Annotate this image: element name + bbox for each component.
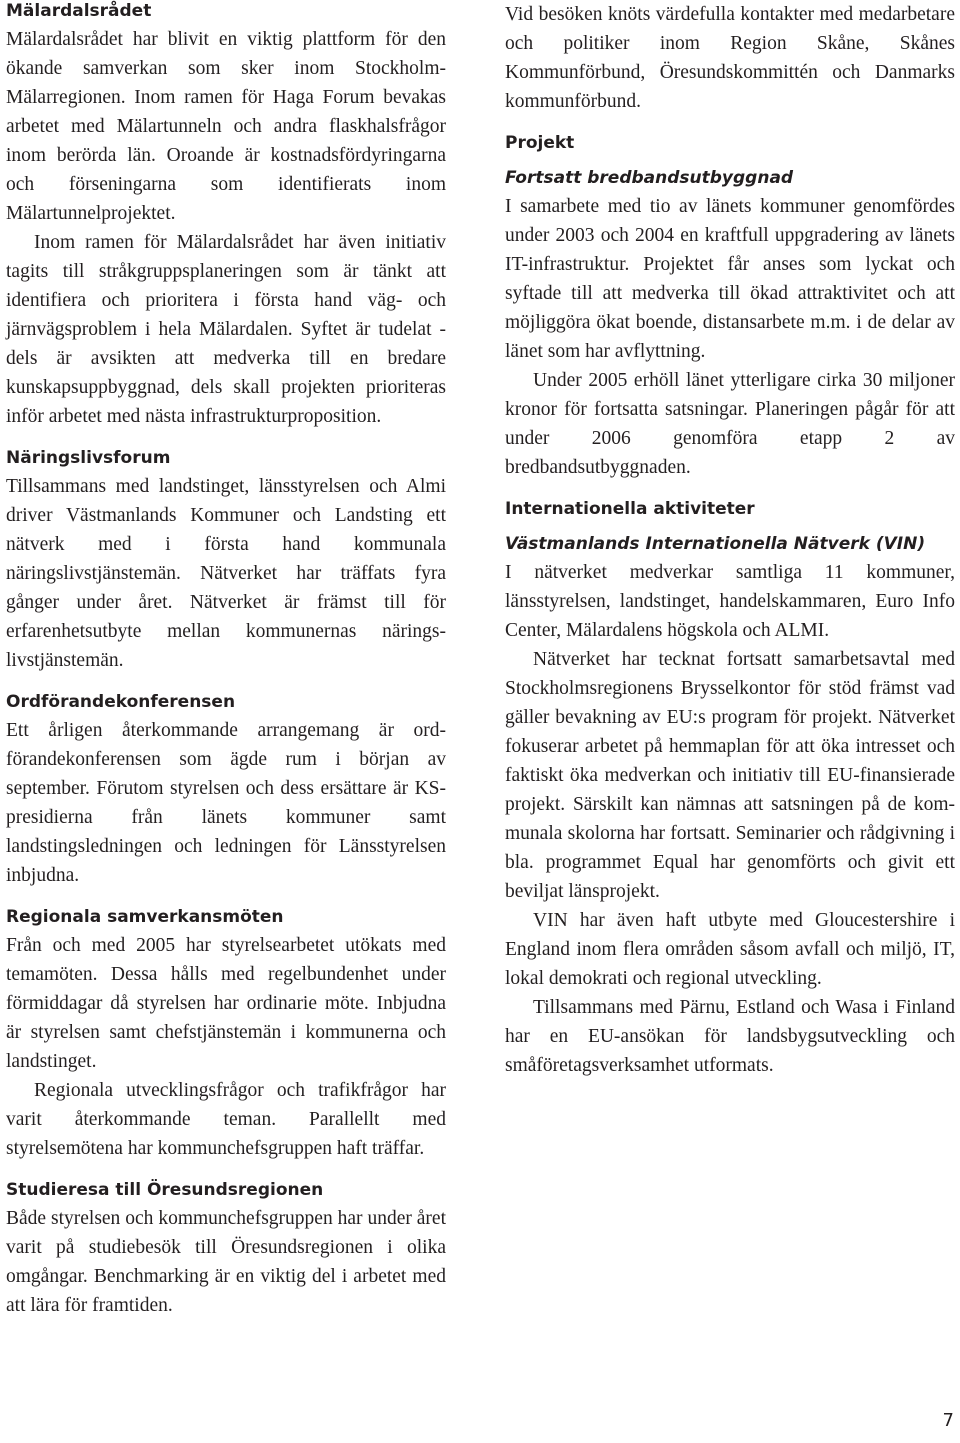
section-malardalsradet xyxy=(6,0,446,431)
section-heading: Näringslivsforum xyxy=(6,448,171,468)
intro-paragraph: Vid besöken knöts värdefulla kontakter med medarbetare och politiker inom Region Skåne, Skånes Kommunförbund, Öresundskommittén och Danmarks kommunförbund. xyxy=(505,4,955,112)
section-internationella-aktiviteter xyxy=(505,498,955,1080)
paragraph: I samarbete med tio av länets kommuner genomfördes under 2003 och 2004 en kraftfull uppgradering av länets IT-infrastruktur. Projektet får anses som lyckat och syftade till att medverka till ökad attraktivitet och att möjliggöra ökat boende, distansarbete m.m. i de delar av länet som har avflyttning. xyxy=(505,196,955,362)
paragraph: Under 2005 erhöll länet ytterligare cirka 30 miljoner kronor för fortsatta satsningar. Planeringen pågår för att under 2006 genomföra etapp 2 av bredbandsutbyggnaden. xyxy=(505,370,955,478)
paragraph: I nätverket medverkar samtliga 11 kommuner, länsstyrelsen, landstinget, handelskammaren, Euro Info Center, Mälardalens högskola och ALMI. xyxy=(505,562,955,641)
paragraph: Inom ramen för Mälardalsrådet har även initiativ tagits till stråkgruppsplaneringen som är tänkt att identifiera och prioritera i första hand väg- och järnvägsproblem i hela Mälardalen. Syftet är tudelat - dels är avsikten att medverka till en bredare kunskapsuppbyggnad, dels skall projekten prioriteras inför arbetet med nästa infrastrukturproposition. xyxy=(6,232,446,427)
section-subheading: Fortsatt bredbandsutbyggnad xyxy=(505,168,794,188)
paragraph: Både styrelsen och kommunchefsgruppen har under året varit på studiebesök till Öresundsregionen i olika omgångar. Benchmarking är en viktig del i arbetet med att lära för framtiden. xyxy=(6,1208,446,1316)
section-heading: Projekt xyxy=(505,133,575,153)
paragraph: Mälardalsrådet har blivit en viktig plattform för den ökande samverkan som sker inom Stockholm-Mälarregionen. Inom ramen för Haga Forum bevakas arbetet med Mälartunneln och andra flaskhalsfrågor inom berörda län. Oroande är kostnadsfördyringarna och förseningarna som identifierats inom Mälartunnelprojektet. xyxy=(6,29,446,224)
section-heading: Regionala samverkansmöten xyxy=(6,907,284,927)
section-regionala-samverkansmoten xyxy=(6,906,446,1163)
left-column xyxy=(6,0,446,1320)
section-heading: Studieresa till Öresundsregionen xyxy=(6,1180,324,1200)
section-naringslivsforum xyxy=(6,447,446,675)
paragraph: VIN har även haft utbyte med Gloucestershire i England inom flera områden såsom avfall och miljö, IT, lokal demokrati och regional utveckling. xyxy=(505,910,955,989)
section-subheading: Västmanlands Internationella Nätverk (VIN) xyxy=(505,534,926,554)
section-studieresa xyxy=(6,1179,446,1320)
paragraph: Nätverket har tecknat fortsatt samarbetsavtal med Stockholmsregionens Brysselkontor för stöd främst vad gäller bevakning av EU:s program för projekt. Nätverket fokuserar arbetet på hemmaplan för att öka intresset och faktiskt öka medverkan och initiativ till EU-finansierade projekt. Särskilt kan nämnas att satsningen på de kommunala skolorna har fortsatt. Seminarier och rådgivning i bla. programmet Equal har genomförts och givit ett beviljat länsprojekt. xyxy=(505,649,955,902)
paragraph: Regionala utvecklingsfrågor och trafikfrågor har varit återkommande teman. Parallellt med styrelsemötena har kommunchefsgruppen haft träffar. xyxy=(6,1080,446,1159)
section-projekt xyxy=(505,132,955,482)
paragraph: Från och med 2005 har styrelsearbetet utökats med temamöten. Dessa hålls med regelbundenhet under förmiddagar då styrelsen har ordinarie möte. Inbjudna är styrelsen samt chefstjänstemän i kommunerna och landstinget. xyxy=(6,935,446,1072)
section-heading: Internationella aktiviteter xyxy=(505,499,755,519)
paragraph: Tillsammans med Pärnu, Estland och Wasa i Finland har en EU-ansökan för landsbygsutveckling och småföretagsverksamhet utformats. xyxy=(505,997,955,1076)
page-number: 7 xyxy=(942,1410,954,1431)
section-heading: Mälardalsrådet xyxy=(6,1,152,21)
paragraph: Tillsammans med landstinget, länsstyrelsen och Almi driver Västmanlands Kommuner och Landsting ett nätverk med i första hand kommunala näringslivstjänstemän. Nätverket har träffats fyra gånger under året. Nätverket är främst till för erfarenhetsutbyte mellan kommunernas näringslivstjänstemän. xyxy=(6,476,446,671)
paragraph: Ett årligen återkommande arrangemang är ordförandekonferensen som ägde rum i början av september. Förutom styrelsen och dess ersättare är KS-presidierna från länets kommuner samt landstingsledningen och ledningen för Länsstyrelsen inbjudna. xyxy=(6,720,446,886)
section-ordforandekonferensen xyxy=(6,691,446,890)
right-column xyxy=(505,0,955,1080)
section-heading: Ordförandekonferensen xyxy=(6,692,236,712)
